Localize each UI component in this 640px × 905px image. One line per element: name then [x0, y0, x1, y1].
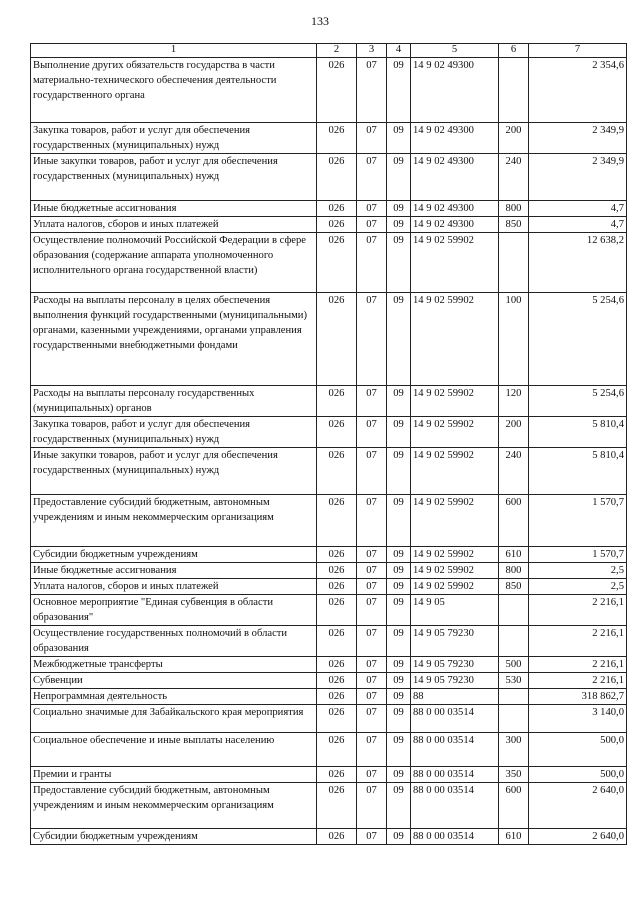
table-row: [31, 293, 627, 386]
table-row: [31, 705, 627, 733]
table-cell: 2 640,0: [529, 783, 627, 829]
expense-name-cell: Субвенции: [31, 673, 317, 689]
expense-name-cell: Предоставление субсидий бюджетным, автономным учреждениям и иным некоммерческим организациям: [31, 495, 317, 547]
table-cell: 2 354,6: [529, 58, 627, 123]
table-cell: 07: [357, 733, 387, 767]
table-cell: 500,0: [529, 733, 627, 767]
table-row: [31, 448, 627, 495]
table-cell: 1 570,7: [529, 495, 627, 547]
table-cell: 4,7: [529, 217, 627, 233]
table-cell: 07: [357, 233, 387, 293]
table-cell: 09: [387, 123, 411, 154]
table-cell: 07: [357, 767, 387, 783]
expense-name-cell: Иные закупки товаров, работ и услуг для обеспечения государственных (муниципальных) нужд: [31, 448, 317, 495]
expense-name-cell: Субсидии бюджетным учреждениям: [31, 547, 317, 563]
column-number-row: [31, 44, 627, 58]
table-cell: 09: [387, 233, 411, 293]
table-cell: 026: [317, 201, 357, 217]
table-cell: [499, 58, 529, 123]
table-cell: 026: [317, 673, 357, 689]
table-cell: 026: [317, 217, 357, 233]
table-cell: 09: [387, 563, 411, 579]
table-cell: 610: [499, 547, 529, 563]
table-cell: 318 862,7: [529, 689, 627, 705]
table-cell: 14 9 02 59902: [411, 495, 499, 547]
table-cell: 100: [499, 293, 529, 386]
table-cell: 026: [317, 595, 357, 626]
table-cell: 2 216,1: [529, 657, 627, 673]
table-cell: 026: [317, 293, 357, 386]
table-cell: 09: [387, 495, 411, 547]
table-row: [31, 217, 627, 233]
table-cell: [499, 626, 529, 657]
table-cell: 026: [317, 448, 357, 495]
table-row: [31, 58, 627, 123]
table-row: [31, 733, 627, 767]
column-header: 2: [317, 44, 357, 58]
table-cell: 240: [499, 448, 529, 495]
table-cell: 800: [499, 563, 529, 579]
table-cell: 88 0 00 03514: [411, 767, 499, 783]
table-cell: 14 9 02 59902: [411, 563, 499, 579]
table-cell: 14 9 05 79230: [411, 657, 499, 673]
table-cell: 07: [357, 626, 387, 657]
table-cell: 2 216,1: [529, 595, 627, 626]
table-cell: 026: [317, 733, 357, 767]
table-cell: 2,5: [529, 579, 627, 595]
table-row: [31, 386, 627, 417]
table-row: [31, 673, 627, 689]
table-cell: 800: [499, 201, 529, 217]
column-header: 3: [357, 44, 387, 58]
table-cell: 026: [317, 154, 357, 201]
table-cell: 14 9 02 59902: [411, 448, 499, 495]
table-cell: 09: [387, 417, 411, 448]
table-cell: 09: [387, 733, 411, 767]
page-number: 133: [311, 14, 329, 28]
table-cell: 09: [387, 217, 411, 233]
table-cell: 1 570,7: [529, 547, 627, 563]
table-cell: 07: [357, 448, 387, 495]
table-cell: 07: [357, 547, 387, 563]
expense-name-cell: Выполнение других обязательств государства в части материально-технического обеспечения деятельности государственного органа: [31, 58, 317, 123]
table-row: [31, 563, 627, 579]
expense-name-cell: Уплата налогов, сборов и иных платежей: [31, 217, 317, 233]
table-cell: 026: [317, 626, 357, 657]
table-cell: 88 0 00 03514: [411, 829, 499, 845]
table-cell: 09: [387, 154, 411, 201]
table-cell: 07: [357, 123, 387, 154]
table-cell: 026: [317, 417, 357, 448]
table-cell: 530: [499, 673, 529, 689]
expense-name-cell: Закупка товаров, работ и услуг для обеспечения государственных (муниципальных) нужд: [31, 417, 317, 448]
table-cell: 07: [357, 673, 387, 689]
table-cell: 07: [357, 154, 387, 201]
table-cell: 09: [387, 689, 411, 705]
budget-table: [30, 43, 627, 845]
table-cell: 14 9 02 49300: [411, 123, 499, 154]
table-cell: 4,7: [529, 201, 627, 217]
table-cell: 026: [317, 657, 357, 673]
expense-name-cell: Уплата налогов, сборов и иных платежей: [31, 579, 317, 595]
table-cell: 5 810,4: [529, 417, 627, 448]
table-cell: 09: [387, 657, 411, 673]
table-cell: 026: [317, 579, 357, 595]
table-cell: 14 9 02 49300: [411, 58, 499, 123]
table-cell: 88: [411, 689, 499, 705]
expense-name-cell: Непрограммная деятельность: [31, 689, 317, 705]
table-cell: 07: [357, 579, 387, 595]
table-cell: 14 9 02 59902: [411, 547, 499, 563]
table-cell: 14 9 05: [411, 595, 499, 626]
table-cell: 09: [387, 579, 411, 595]
table-cell: 09: [387, 386, 411, 417]
table-cell: 3 140,0: [529, 705, 627, 733]
table-row: [31, 154, 627, 201]
table-cell: 026: [317, 705, 357, 733]
expense-name-cell: Иные закупки товаров, работ и услуг для обеспечения государственных (муниципальных) нужд: [31, 154, 317, 201]
table-cell: 026: [317, 495, 357, 547]
table-cell: 07: [357, 705, 387, 733]
table-cell: 500: [499, 657, 529, 673]
table-cell: 09: [387, 58, 411, 123]
table-cell: 07: [357, 217, 387, 233]
table-cell: [499, 705, 529, 733]
table-cell: 240: [499, 154, 529, 201]
table-cell: 026: [317, 547, 357, 563]
table-row: [31, 579, 627, 595]
column-header: 4: [387, 44, 411, 58]
table-cell: 07: [357, 563, 387, 579]
table-cell: 14 9 02 49300: [411, 201, 499, 217]
table-row: [31, 783, 627, 829]
table-cell: 14 9 05 79230: [411, 626, 499, 657]
table-cell: 09: [387, 293, 411, 386]
table-cell: 026: [317, 386, 357, 417]
table-cell: 14 9 02 49300: [411, 217, 499, 233]
table-cell: 07: [357, 657, 387, 673]
table-cell: 026: [317, 58, 357, 123]
table-cell: 600: [499, 495, 529, 547]
expense-name-cell: Премии и гранты: [31, 767, 317, 783]
table-cell: 07: [357, 201, 387, 217]
expense-name-cell: Межбюджетные трансферты: [31, 657, 317, 673]
table-row: [31, 829, 627, 845]
table-row: [31, 201, 627, 217]
table-cell: 14 9 02 59902: [411, 579, 499, 595]
table-cell: 09: [387, 673, 411, 689]
expense-name-cell: Социально значимые для Забайкальского края мероприятия: [31, 705, 317, 733]
table-body: [31, 58, 627, 845]
table-cell: 88 0 00 03514: [411, 783, 499, 829]
table-cell: 026: [317, 123, 357, 154]
expense-name-cell: Основное мероприятие "Единая субвенция в области образования": [31, 595, 317, 626]
table-cell: 14 9 02 59902: [411, 386, 499, 417]
table-cell: 09: [387, 767, 411, 783]
table-cell: 07: [357, 783, 387, 829]
table-cell: 09: [387, 705, 411, 733]
table-cell: 850: [499, 217, 529, 233]
table-cell: 12 638,2: [529, 233, 627, 293]
table-cell: 600: [499, 783, 529, 829]
table-cell: 07: [357, 829, 387, 845]
column-header: 1: [31, 44, 317, 58]
table-cell: 88 0 00 03514: [411, 733, 499, 767]
table-cell: 2 216,1: [529, 626, 627, 657]
table-cell: 09: [387, 595, 411, 626]
table-cell: 200: [499, 123, 529, 154]
table-cell: 300: [499, 733, 529, 767]
table-cell: 09: [387, 783, 411, 829]
table-cell: 026: [317, 783, 357, 829]
table-cell: 07: [357, 58, 387, 123]
table-cell: 14 9 02 59902: [411, 233, 499, 293]
table-cell: 09: [387, 201, 411, 217]
table-cell: 850: [499, 579, 529, 595]
table-cell: 14 9 02 49300: [411, 154, 499, 201]
table-cell: 07: [357, 293, 387, 386]
table-cell: 09: [387, 448, 411, 495]
expense-name-cell: Закупка товаров, работ и услуг для обеспечения государственных (муниципальных) нужд: [31, 123, 317, 154]
table-row: [31, 689, 627, 705]
table-cell: 200: [499, 417, 529, 448]
table-cell: 5 254,6: [529, 386, 627, 417]
expense-name-cell: Иные бюджетные ассигнования: [31, 201, 317, 217]
table-cell: 2 349,9: [529, 123, 627, 154]
table-cell: 09: [387, 829, 411, 845]
table-row: [31, 495, 627, 547]
table-cell: 5 810,4: [529, 448, 627, 495]
table-cell: 2 216,1: [529, 673, 627, 689]
table-cell: 2 640,0: [529, 829, 627, 845]
table-cell: 07: [357, 689, 387, 705]
table-row: [31, 657, 627, 673]
table-row: [31, 547, 627, 563]
table-cell: 610: [499, 829, 529, 845]
table-cell: 07: [357, 595, 387, 626]
table-cell: 500,0: [529, 767, 627, 783]
table-cell: 350: [499, 767, 529, 783]
table-cell: 09: [387, 547, 411, 563]
column-header: 5: [411, 44, 499, 58]
table-cell: 07: [357, 386, 387, 417]
table-cell: [499, 689, 529, 705]
table-cell: 026: [317, 829, 357, 845]
table-cell: [499, 595, 529, 626]
table-cell: 026: [317, 563, 357, 579]
table-cell: 07: [357, 495, 387, 547]
table-cell: 026: [317, 689, 357, 705]
expense-name-cell: Иные бюджетные ассигнования: [31, 563, 317, 579]
table-cell: 2 349,9: [529, 154, 627, 201]
table-cell: 5 254,6: [529, 293, 627, 386]
expense-name-cell: Субсидии бюджетным учреждениям: [31, 829, 317, 845]
table-row: [31, 767, 627, 783]
expense-name-cell: Осуществление полномочий Российской Федерации в сфере образования (содержание аппарата уполномоченного исполнительного органа государственной власти): [31, 233, 317, 293]
table-cell: 2,5: [529, 563, 627, 579]
column-header: 7: [529, 44, 627, 58]
table-cell: 026: [317, 233, 357, 293]
column-header: 6: [499, 44, 529, 58]
table-cell: 07: [357, 417, 387, 448]
expense-name-cell: Социальное обеспечение и иные выплаты населению: [31, 733, 317, 767]
table-cell: 14 9 02 59902: [411, 293, 499, 386]
expense-name-cell: Предоставление субсидий бюджетным, автономным учреждениям и иным некоммерческим организациям: [31, 783, 317, 829]
table-row: [31, 417, 627, 448]
table-cell: 09: [387, 626, 411, 657]
table-row: [31, 123, 627, 154]
table-row: [31, 233, 627, 293]
table-cell: [499, 233, 529, 293]
table-cell: 14 9 02 59902: [411, 417, 499, 448]
table-cell: 88 0 00 03514: [411, 705, 499, 733]
expense-name-cell: Расходы на выплаты персоналу государственных (муниципальных) органов: [31, 386, 317, 417]
table-cell: 120: [499, 386, 529, 417]
table-cell: 026: [317, 767, 357, 783]
table-row: [31, 595, 627, 626]
table-row: [31, 626, 627, 657]
expense-name-cell: Осуществление государственных полномочий в области образования: [31, 626, 317, 657]
table-cell: 14 9 05 79230: [411, 673, 499, 689]
expense-name-cell: Расходы на выплаты персоналу в целях обеспечения выполнения функций государственными (муниципальными) органами, казенными учреждениями, органами управления государственными внебюджетными фондами: [31, 293, 317, 386]
